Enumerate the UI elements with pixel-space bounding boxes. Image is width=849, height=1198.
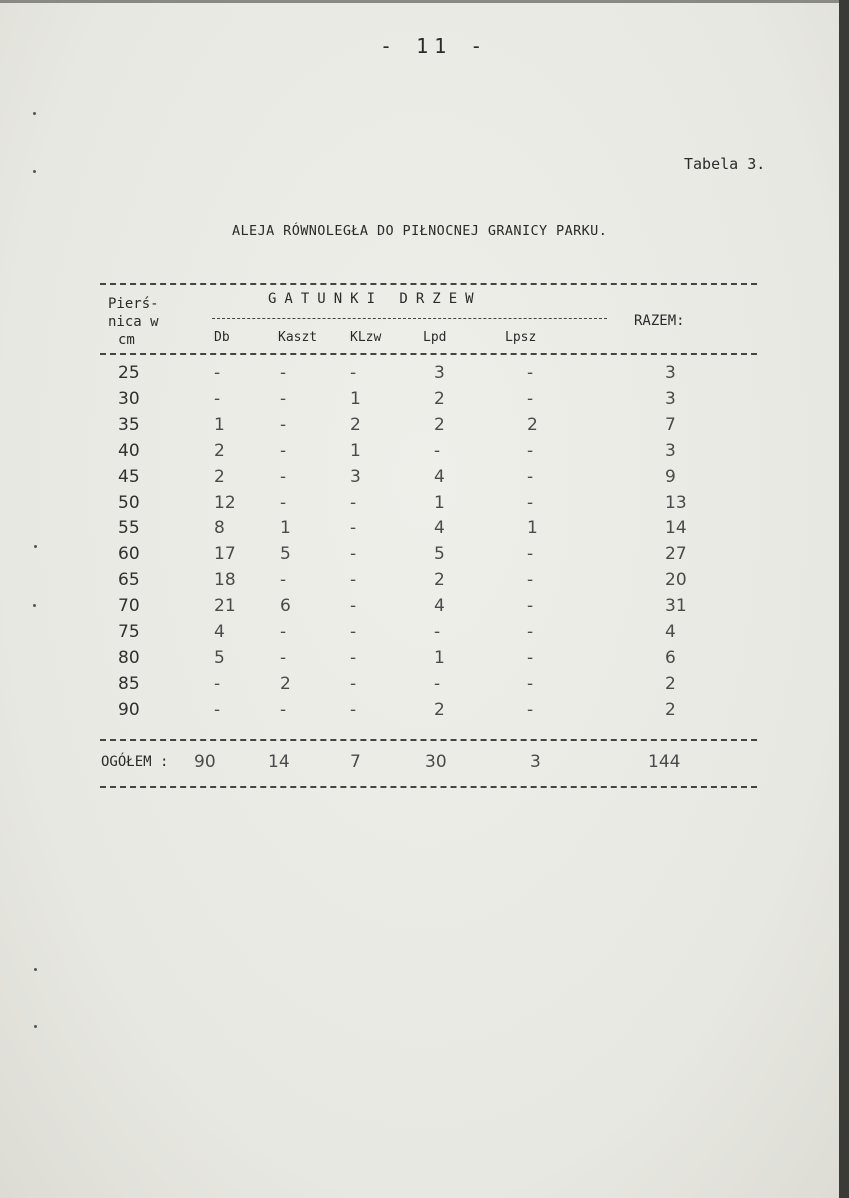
cell-diameter: 60 xyxy=(118,544,140,564)
cell-razem: 3 xyxy=(665,363,676,383)
column-header-diameter-line-2: nica w xyxy=(108,314,159,330)
cell-lpsz: - xyxy=(527,622,534,642)
cell-db: - xyxy=(214,389,221,409)
column-header-diameter-line-1: Pierś- xyxy=(108,296,159,312)
cell-lpd: 1 xyxy=(434,648,445,668)
cell-razem: 3 xyxy=(665,389,676,409)
cell-lpd: 2 xyxy=(434,415,445,435)
cell-lpsz: - xyxy=(527,493,534,513)
column-header-klzw: KLzw xyxy=(350,330,382,345)
cell-klzw: - xyxy=(350,648,357,668)
cell-lpsz: - xyxy=(527,570,534,590)
cell-db: 18 xyxy=(214,570,236,590)
cell-kaszt: - xyxy=(280,441,287,461)
cell-diameter: 45 xyxy=(118,467,140,487)
cell-kaszt: - xyxy=(280,700,287,720)
cell-razem: 9 xyxy=(665,467,676,487)
cell-db: 1 xyxy=(214,415,225,435)
cell-lpd: 4 xyxy=(434,467,445,487)
cell-diameter: 65 xyxy=(118,570,140,590)
cell-razem: 4 xyxy=(665,622,676,642)
cell-diameter: 75 xyxy=(118,622,140,642)
cell-db: 12 xyxy=(214,493,236,513)
cell-lpsz: - xyxy=(527,648,534,668)
cell-klzw: - xyxy=(350,493,357,513)
cell-lpd: 3 xyxy=(434,363,445,383)
cell-lpd: - xyxy=(434,674,441,694)
cell-db: - xyxy=(214,700,221,720)
cell-razem: 2 xyxy=(665,674,676,694)
cell-diameter: 85 xyxy=(118,674,140,694)
scan-edge-top xyxy=(0,0,849,3)
cell-lpd: 4 xyxy=(434,518,445,538)
cell-klzw: - xyxy=(350,596,357,616)
cell-lpsz: - xyxy=(527,596,534,616)
total-kaszt: 14 xyxy=(268,752,290,772)
column-header-diameter-line-3: cm xyxy=(118,332,135,348)
cell-kaszt: 5 xyxy=(280,544,291,564)
species-group-header: GATUNKI DRZEW xyxy=(268,291,482,307)
cell-lpsz: 1 xyxy=(527,518,538,538)
cell-klzw: 2 xyxy=(350,415,361,435)
cell-kaszt: - xyxy=(280,363,287,383)
totals-label: OGÓŁEM : xyxy=(101,754,169,770)
cell-klzw: - xyxy=(350,544,357,564)
cell-lpd: 5 xyxy=(434,544,445,564)
cell-razem: 3 xyxy=(665,441,676,461)
scan-edge-right xyxy=(839,0,849,1198)
cell-db: 21 xyxy=(214,596,236,616)
margin-mark xyxy=(34,968,37,971)
cell-db: - xyxy=(214,363,221,383)
cell-lpd: 1 xyxy=(434,493,445,513)
cell-kaszt: - xyxy=(280,389,287,409)
cell-lpd: 2 xyxy=(434,570,445,590)
cell-lpsz: - xyxy=(527,467,534,487)
cell-razem: 20 xyxy=(665,570,687,590)
cell-lpsz: - xyxy=(527,544,534,564)
cell-lpsz: - xyxy=(527,363,534,383)
cell-razem: 31 xyxy=(665,596,687,616)
page-number: - 11 - xyxy=(380,34,489,58)
cell-diameter: 55 xyxy=(118,518,140,538)
total-klzw: 7 xyxy=(350,752,361,772)
cell-klzw: 3 xyxy=(350,467,361,487)
column-header-total: RAZEM: xyxy=(634,313,685,329)
cell-lpd: 2 xyxy=(434,700,445,720)
table-label: Tabela 3. xyxy=(684,155,766,173)
margin-mark xyxy=(33,112,36,115)
cell-kaszt: - xyxy=(280,493,287,513)
cell-klzw: - xyxy=(350,674,357,694)
cell-diameter: 90 xyxy=(118,700,140,720)
rule-species xyxy=(212,318,607,319)
margin-mark xyxy=(33,170,36,173)
cell-db: 2 xyxy=(214,441,225,461)
cell-kaszt: - xyxy=(280,415,287,435)
cell-db: 5 xyxy=(214,648,225,668)
cell-kaszt: 6 xyxy=(280,596,291,616)
column-header-lpsz: Lpsz xyxy=(505,330,537,345)
cell-kaszt: 1 xyxy=(280,518,291,538)
cell-db: 8 xyxy=(214,518,225,538)
cell-diameter: 50 xyxy=(118,493,140,513)
cell-klzw: 1 xyxy=(350,441,361,461)
cell-lpd: 4 xyxy=(434,596,445,616)
margin-mark xyxy=(33,604,36,607)
cell-lpsz: - xyxy=(527,700,534,720)
cell-kaszt: - xyxy=(280,467,287,487)
cell-kaszt: 2 xyxy=(280,674,291,694)
cell-diameter: 25 xyxy=(118,363,140,383)
cell-klzw: - xyxy=(350,700,357,720)
cell-klzw: - xyxy=(350,570,357,590)
cell-db: 17 xyxy=(214,544,236,564)
total-lpsz: 3 xyxy=(530,752,541,772)
cell-razem: 14 xyxy=(665,518,687,538)
cell-diameter: 30 xyxy=(118,389,140,409)
cell-db: - xyxy=(214,674,221,694)
rule-totals-top xyxy=(100,739,757,741)
cell-db: 2 xyxy=(214,467,225,487)
rule-bottom xyxy=(100,786,757,788)
cell-lpsz: 2 xyxy=(527,415,538,435)
total-lpd: 30 xyxy=(425,752,447,772)
cell-lpsz: - xyxy=(527,674,534,694)
cell-lpd: - xyxy=(434,441,441,461)
margin-mark xyxy=(34,545,37,548)
rule-header-bottom xyxy=(100,353,757,355)
cell-kaszt: - xyxy=(280,622,287,642)
cell-klzw: - xyxy=(350,622,357,642)
column-header-db: Db xyxy=(214,330,230,345)
total-razem: 144 xyxy=(648,752,681,772)
cell-razem: 27 xyxy=(665,544,687,564)
table-title: ALEJA RÓWNOLEGŁA DO PIŁNOCNEJ GRANICY PARKU. xyxy=(232,223,608,239)
cell-klzw: - xyxy=(350,518,357,538)
cell-klzw: 1 xyxy=(350,389,361,409)
cell-klzw: - xyxy=(350,363,357,383)
cell-diameter: 70 xyxy=(118,596,140,616)
cell-diameter: 80 xyxy=(118,648,140,668)
total-db: 90 xyxy=(194,752,216,772)
cell-db: 4 xyxy=(214,622,225,642)
margin-mark xyxy=(34,1025,37,1028)
cell-lpsz: - xyxy=(527,389,534,409)
cell-diameter: 40 xyxy=(118,441,140,461)
cell-lpsz: - xyxy=(527,441,534,461)
cell-lpd: 2 xyxy=(434,389,445,409)
column-header-lpd: Lpd xyxy=(423,330,447,345)
cell-lpd: - xyxy=(434,622,441,642)
cell-razem: 7 xyxy=(665,415,676,435)
cell-razem: 6 xyxy=(665,648,676,668)
cell-diameter: 35 xyxy=(118,415,140,435)
rule-top xyxy=(100,283,757,285)
cell-razem: 2 xyxy=(665,700,676,720)
cell-kaszt: - xyxy=(280,648,287,668)
cell-razem: 13 xyxy=(665,493,687,513)
column-header-kaszt: Kaszt xyxy=(278,330,318,345)
cell-kaszt: - xyxy=(280,570,287,590)
